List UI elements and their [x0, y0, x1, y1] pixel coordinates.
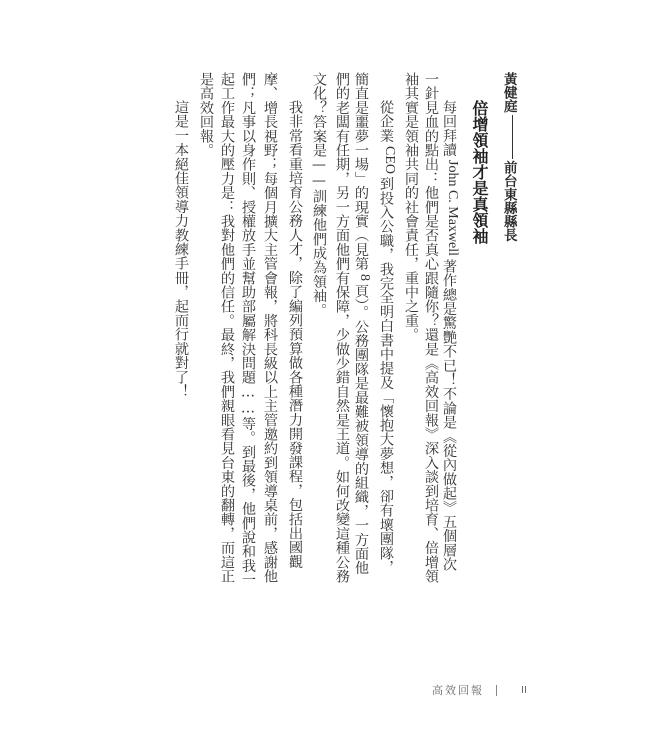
text-column: 一針見血的點出：他們是否真心跟隨你？還是《高效回報》深入談到培育、倍增領 — [423, 72, 439, 584]
page-number: II — [521, 684, 527, 696]
text-column: 從企業CEO到投入公職，我完全明白書中提及「懷抱大夢想，卻有壞團隊， — [378, 100, 397, 575]
text-column: 簡直是噩夢一場」的現實（見第8頁）。公務團隊是最難被領導的組織，一方面他 — [353, 72, 372, 575]
text-column: 我非常看重培育公務人才，除了編列預算做各種潛力開發課程，包括出國觀 — [287, 100, 303, 569]
text-column: 摩、增長視野；每個月擴大主管會報，將科長級以上主管邀約到領導桌前，感謝他 — [262, 72, 278, 584]
article-title: 倍增領袖才是真領袖 — [470, 100, 489, 244]
page-footer — [432, 682, 527, 698]
text-column: 袖其實是領袖共同的社會責任，重中之重。 — [403, 72, 419, 342]
author-position: 前台東縣縣長 — [500, 160, 517, 242]
text-column: 們；凡事以身作則、授權放手並幫助部屬解決問題……等。到最後，他們說和我一 — [240, 72, 256, 587]
running-title: 高效回報 — [432, 684, 484, 697]
text-column: 起工作最大的壓力是：我對他們的信任。最終，我們親眼看見台東的翻轉，而這正 — [219, 72, 235, 584]
footer-divider — [496, 685, 497, 696]
author-byline — [500, 72, 520, 242]
text-column: 是高效回報。 — [198, 72, 214, 158]
author-name: 黃健庭 — [500, 72, 517, 113]
text-column: 這是一本絕佳領導力教練手冊，起而行就對了！ — [173, 100, 189, 399]
text-column: 文化？答案是——訓練他們成為領袖。 — [311, 72, 327, 317]
text-column: 每回拜讀John C. Maxwell著作總是驚艷不已！不論是《從內做起》五個層次 — [441, 100, 460, 572]
text-column: 們的老闆有任期，另一方面他們有保障，少做少錯自然是王道。如何改變這種公務 — [334, 72, 350, 584]
em-dash — [512, 115, 514, 159]
